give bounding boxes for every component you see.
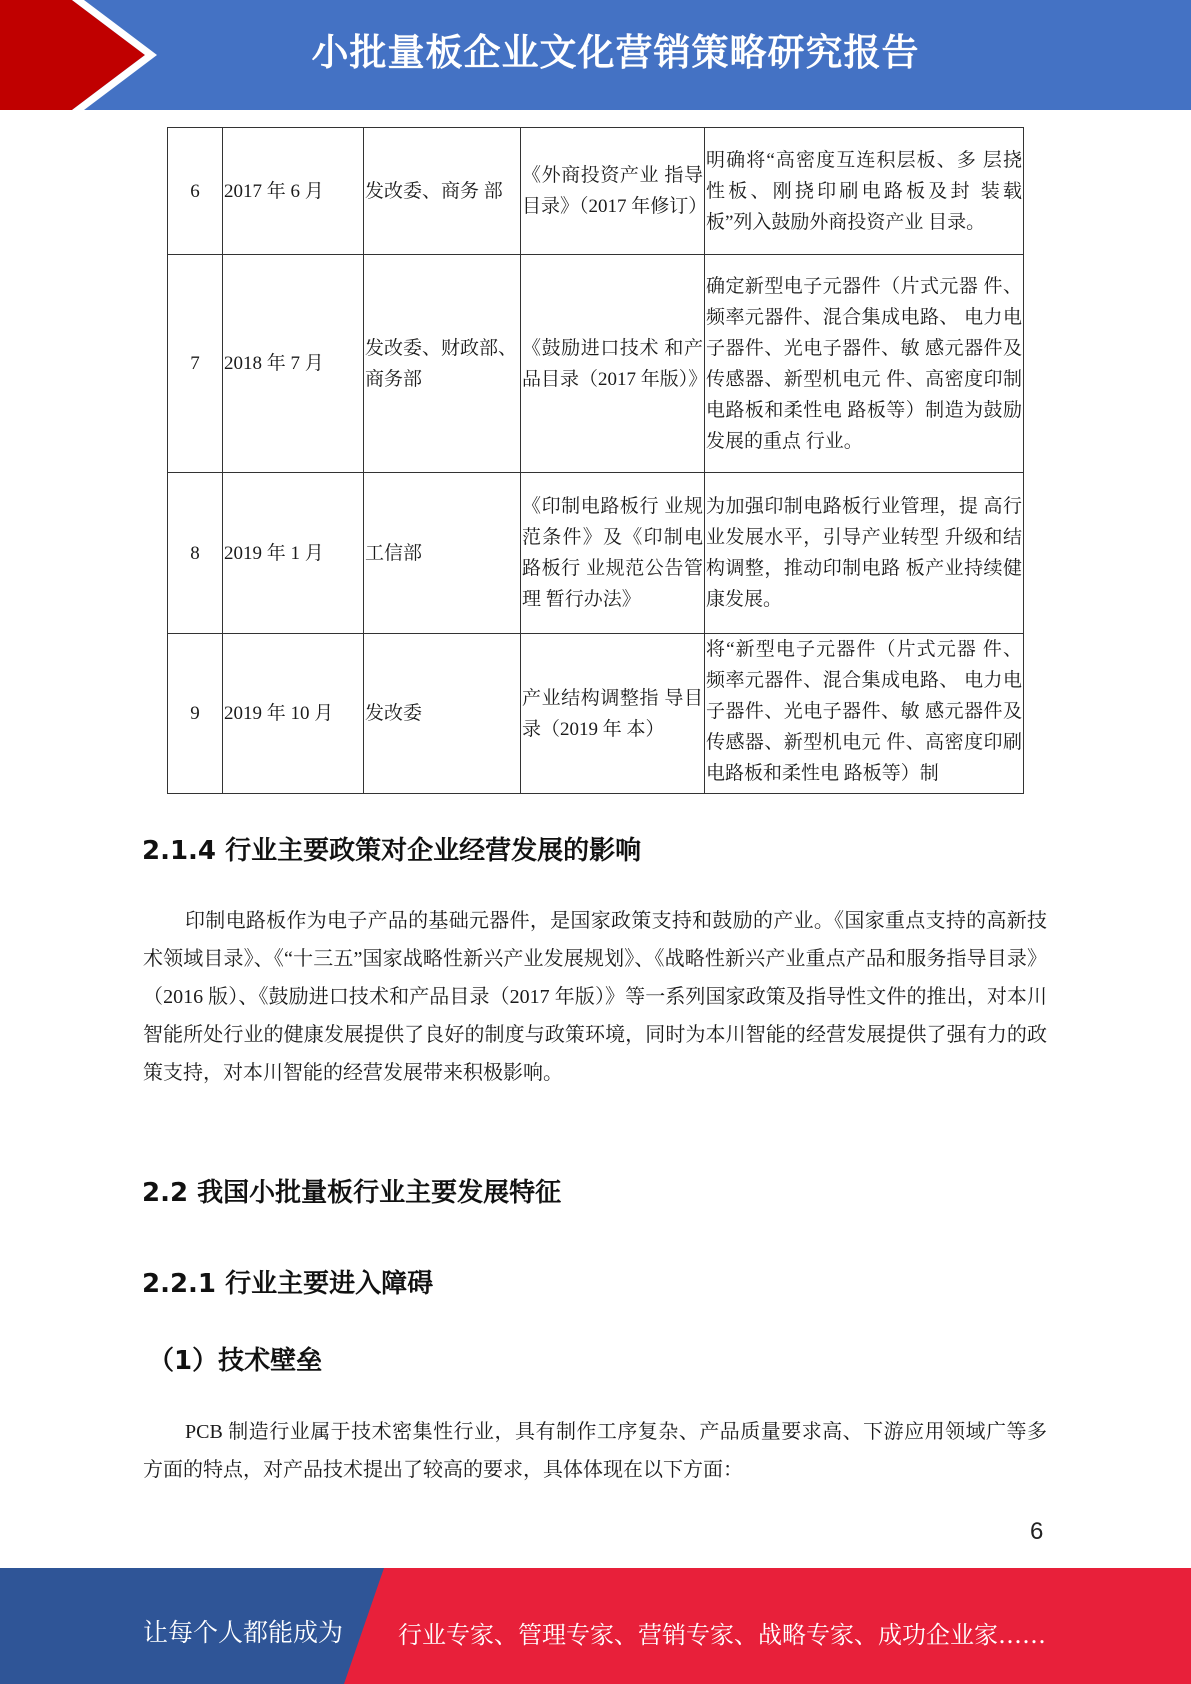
page-footer	[0, 1568, 1191, 1684]
footer-slogan-left: 让每个人都能成为	[143, 1618, 344, 1647]
footer-slogan-right: 行业专家、管理专家、营销专家、战略专家、成功企业家……	[398, 1621, 1046, 1649]
page-number: 6	[1030, 1518, 1044, 1545]
tech-barrier-paragraph: PCB 制造行业属于技术密集性行业，具有制作工序复杂、产品质量要求高、下游应用领域广等多方面的特点，对产品技术提出了较高的要求，具体体现在以下方面：	[143, 1421, 1047, 1481]
policy-impact-paragraph: 印制电路板作为电子产品的基础元器件，是国家政策支持和鼓励的产业。《国家重点支持的高新技术领域目录》、《“十三五”国家战略性新兴产业发展规划》、《战略性新兴产业重点产品和服务指导目录》（2016 版）、《鼓励进口技术和产品目录（2017 年版）》等一系列国家政策及指导性文件的推出，对本川智能所处行业的健康发展提供了良好的制度与政策环境，同时为本川智能的经营发展提供了强有力的政策支持，对本川智能的经营发展带来积极影响。	[143, 910, 1047, 1084]
report-title: 小批量板企业文化营销策略研究报告	[311, 31, 920, 74]
table-row	[168, 634, 1024, 794]
row-department: 工信部	[364, 473, 521, 634]
section-heading-2-1-4: 2.1.4 行业主要政策对企业经营发展的影响	[142, 836, 642, 866]
table-row	[168, 128, 1024, 255]
row-number: 8	[168, 473, 223, 634]
row-department: 发改委、财政部、商务部	[364, 255, 521, 473]
row-document: 《外商投资产业 指导目录》（2017 年修订）	[521, 128, 705, 255]
row-description: 将“新型电子元器件（片式元器 件、频率元器件、混合集成电路、 电力电子器件、光电子器件、敏 感元器件及传感器、新型机电元 件、高密度印刷电路板和柔性电 路板等）制	[705, 634, 1024, 794]
row-date: 2017 年 6 月	[223, 128, 364, 255]
page-header	[0, 0, 1191, 110]
policy-table	[167, 127, 1024, 794]
section-heading-2-2-1: 2.2.1 行业主要进入障碍	[142, 1269, 434, 1299]
row-description: 为加强印制电路板行业管理，提 高行业发展水平，引导产业转型 升级和结构调整，推动印制电路 板产业持续健康发展。	[705, 473, 1024, 634]
row-document: 《印制电路板行 业规范条件》及《印制电路板行 业规范公告管理 暂行办法》	[521, 473, 705, 634]
row-number: 9	[168, 634, 223, 794]
row-description: 确定新型电子元器件（片式元器 件、频率元器件、混合集成电路、 电力电子器件、光电子器件、敏 感元器件及传感器、新型机电元 件、高密度印制电路板和柔性电 路板等）制造为鼓励发展的重点 行业。	[705, 255, 1024, 473]
section-heading-2-2: 2.2 我国小批量板行业主要发展特征	[142, 1178, 562, 1208]
row-department: 发改委、商务 部	[364, 128, 521, 255]
row-description: 明确将“高密度互连积层板、多 层挠性板、刚挠印刷电路板及封 装载板”列入鼓励外商投资产业 目录。	[705, 128, 1024, 255]
row-date: 2019 年 1 月	[223, 473, 364, 634]
table-row	[168, 255, 1024, 473]
row-document: 产业结构调整指 导目录（2019 年 本）	[521, 634, 705, 794]
row-number: 7	[168, 255, 223, 473]
row-date: 2019 年 10 月	[223, 634, 364, 794]
row-date: 2018 年 7 月	[223, 255, 364, 473]
row-number: 6	[168, 128, 223, 255]
subsection-heading-tech-barrier: （1）技术壁垒	[148, 1346, 323, 1376]
row-department: 发改委	[364, 634, 521, 794]
table-row	[168, 473, 1024, 634]
row-document: 《鼓励进口技术 和产品目录（2017 年版）》	[521, 255, 705, 473]
